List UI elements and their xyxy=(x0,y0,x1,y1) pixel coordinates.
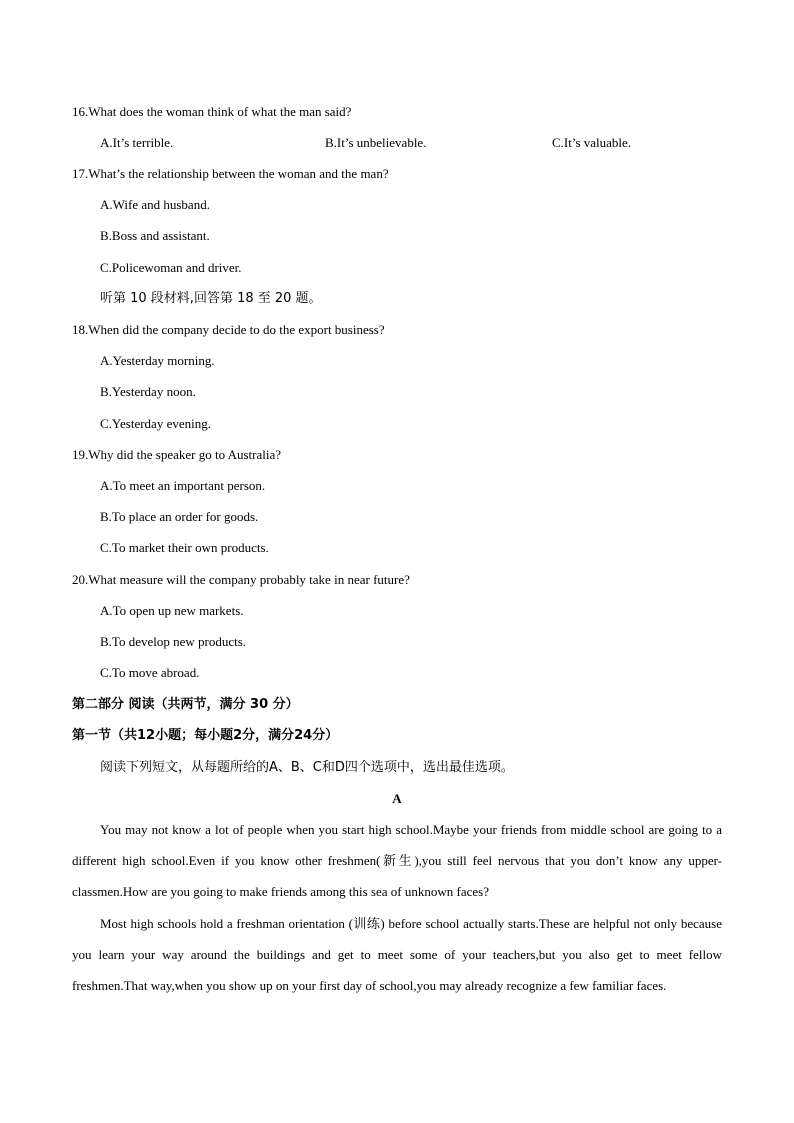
passage-paragraph-1 xyxy=(72,814,722,908)
passage-paragraph-2 xyxy=(72,908,722,1002)
section1-instruction: 阅读下列短文，从每题所给的A、B、C和D四个选项中，选出最佳选项。 xyxy=(100,760,514,775)
question-19-option-b: B.To place an order for goods. xyxy=(100,509,259,524)
question-18-stem: 18.When did the company decide to do the export business? xyxy=(72,322,385,337)
question-16-option-c: C.It’s valuable. xyxy=(552,135,632,150)
question-20-stem: 20.What measure will the company probably take in near future? xyxy=(72,572,410,587)
question-17-option-b: B.Boss and assistant. xyxy=(100,228,210,243)
section1-heading: 第一节（共12小题；每小题2分，满分24分） xyxy=(72,728,339,743)
question-19-option-c: C.To market their own products. xyxy=(100,540,269,555)
question-16-option-a: A.It’s terrible. xyxy=(100,135,174,150)
passage-paragraph-2-text: Most high schools hold a freshman orientation (训练) before school actually starts.These are helpful not only because you learn your way around the buildings and get to meet some of your teachers,but you also get to meet fellow freshmen.That way,when you show up on your first day of school,you may already recognize a few familiar faces. xyxy=(72,916,722,994)
question-20-option-b: B.To develop new products. xyxy=(100,634,247,649)
question-17-option-c: C.Policewoman and driver. xyxy=(100,260,242,275)
question-18-option-b: B.Yesterday noon. xyxy=(100,384,196,399)
listening-instruction-10: 听第 10 段材料,回答第 18 至 20 题。 xyxy=(100,291,322,306)
question-17-stem: 17.What’s the relationship between the woman and the man? xyxy=(72,166,389,181)
question-16-option-b: B.It’s unbelievable. xyxy=(325,135,427,150)
question-18-option-c: C.Yesterday evening. xyxy=(100,416,211,431)
passage-paragraph-1-text: You may not know a lot of people when you start high school.Maybe your friends from middle school are going to a different high school.Even if you know other freshmen(新生),you still feel nervous that you don’t know any upper-classmen.How are you going to make friends among this sea of unknown faces? xyxy=(72,822,722,900)
part2-heading: 第二部分 阅读（共两节，满分 30 分） xyxy=(72,697,299,712)
question-20-option-c: C.To move abroad. xyxy=(100,665,200,680)
question-17-option-a: A.Wife and husband. xyxy=(100,197,210,212)
question-16-stem: 16.What does the woman think of what the man said? xyxy=(72,104,352,119)
question-19-option-a: A.To meet an important person. xyxy=(100,478,266,493)
question-20-option-a: A.To open up new markets. xyxy=(100,603,244,618)
passage-label: A xyxy=(392,791,402,806)
question-18-option-a: A.Yesterday morning. xyxy=(100,353,215,368)
question-19-stem: 19.Why did the speaker go to Australia? xyxy=(72,447,282,462)
